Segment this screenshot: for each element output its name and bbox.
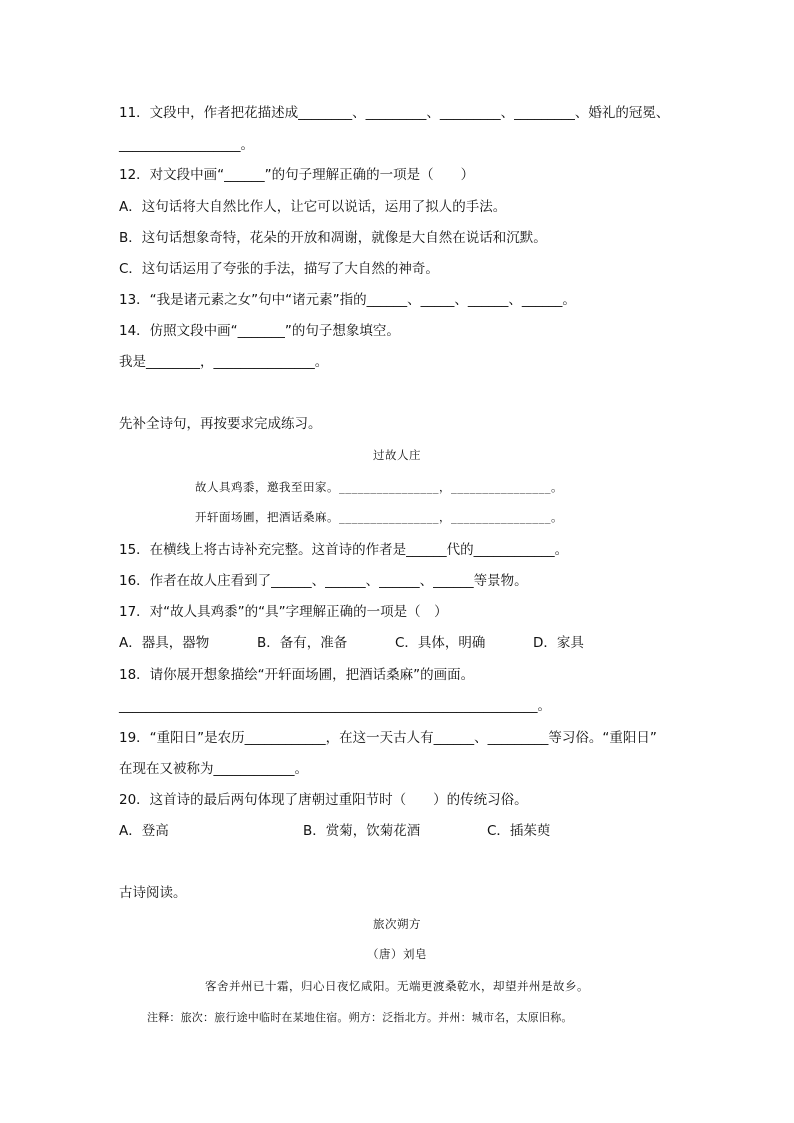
poem2-text: 客舍并州已十霜，归心日夜忆咸阳。无端更渡桑乾水，却望并州是故乡。 — [205, 979, 589, 993]
q20-option-b: B．赏菊，饮菊花酒 — [303, 823, 421, 839]
q17-options — [119, 634, 584, 652]
q11-line1: 11．文段中，作者把花描述成________、_________、_________、_________、婚礼的冠冕、 — [119, 105, 670, 121]
q17-stem: 17．对“故人具鸡黍”的“具”字理解正确的一项是（ ） — [119, 604, 448, 620]
q20-option-a: A．登高 — [119, 823, 169, 839]
poem2-author: （唐）刘皂 — [367, 947, 427, 961]
q17-option-c: C．具体，明确 — [395, 635, 486, 651]
q20-options — [119, 822, 550, 840]
section3-intro: 古诗阅读。 — [119, 885, 187, 901]
poem2-title: 旅次朔方 — [373, 917, 421, 931]
q20-stem: 20．这首诗的最后两句体现了唐朝过重阳节时（ ）的传统习俗。 — [119, 792, 528, 808]
q17-option-b: B．备有，准备 — [257, 635, 348, 651]
q17-option-a: A．器具，器物 — [119, 635, 210, 651]
q13: 13．“我是诸元素之女”句中“诸元素”指的______、_____、______、______。 — [119, 292, 576, 308]
q18-stem: 18．请你展开想象描绘“开轩面场圃，把酒话桑麻”的画面。 — [119, 667, 475, 683]
q14-stem: 14．仿照文段中画“_______”的句子想象填空。 — [119, 323, 400, 339]
q19-line2: 在现在又被称为____________。 — [119, 761, 308, 777]
poem2-note: 注释：旅次：旅行途中临时在某地住宿。朔方：泛指北方。并州：城市名，太原旧称。 — [147, 1011, 573, 1024]
poem1-line1: 故人具鸡黍，邀我至田家。________________，________________。 — [195, 480, 563, 494]
q20-option-c: C．插茱萸 — [487, 823, 551, 839]
q12-option-b: B．这句话想象奇特，花朵的开放和凋谢，就像是大自然在说话和沉默。 — [119, 230, 547, 246]
q12-stem: 12．对文段中画“______”的句子理解正确的一项是（ ） — [119, 167, 475, 183]
q12-option-c: C．这句话运用了夸张的手法，描写了大自然的神奇。 — [119, 261, 439, 277]
poem1-line2: 开轩面场圃，把酒话桑麻。________________，________________。 — [195, 510, 563, 524]
q15: 15．在横线上将古诗补充完整。这首诗的作者是______代的____________。 — [119, 542, 569, 558]
poem1-title: 过故人庄 — [373, 448, 421, 462]
q18-answer-line: ______________________________________________________________。 — [119, 698, 551, 714]
q17-option-d: D．家具 — [533, 635, 584, 651]
q16: 16．作者在故人庄看到了______、______、______、______等景物。 — [119, 573, 528, 589]
q11-line2: __________________。 — [119, 137, 254, 153]
q14-answer: 我是________，_______________。 — [119, 354, 329, 370]
q12-option-a: A．这句话将大自然比作人，让它可以说话，运用了拟人的手法。 — [119, 199, 507, 215]
q19-line1: 19．“重阳日”是农历____________，在这一天古人有______、_________等习俗。“重阳日” — [119, 730, 657, 746]
section2-intro: 先补全诗句，再按要求完成练习。 — [119, 416, 322, 432]
